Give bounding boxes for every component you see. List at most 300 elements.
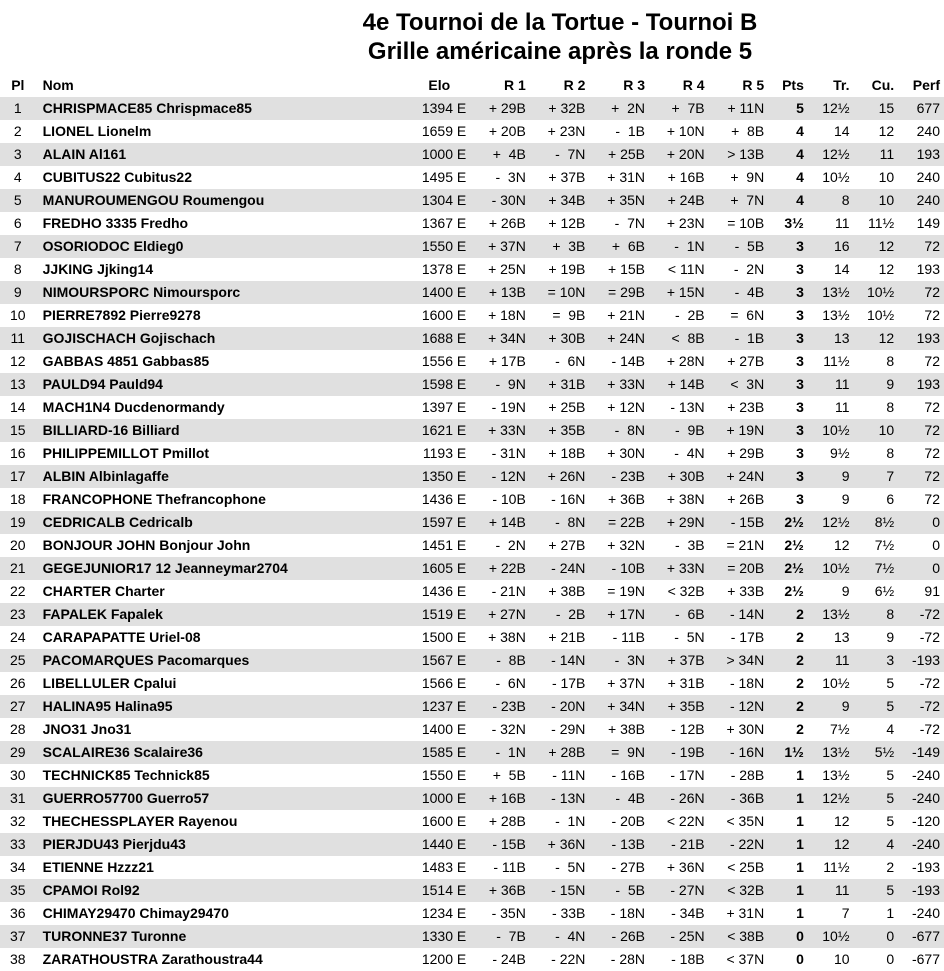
cell-elo: 1193 E (422, 445, 467, 461)
table-header-row (0, 74, 944, 97)
cell-tiebreak-tr: 10 (833, 951, 850, 967)
cell-points: 2 (764, 603, 804, 626)
cell-round-2: + 28B (526, 741, 586, 764)
cell-points: 0 (764, 925, 804, 948)
col-header-perf: Perf (912, 77, 940, 93)
cell-elo: 1688 E (412, 327, 466, 350)
cell-performance: 193 (894, 327, 944, 350)
cell-player-name: CPAMOI Rol92 (36, 879, 413, 902)
cell-elo: 1350 E (412, 465, 466, 488)
cell-round-4: - 5N (674, 629, 705, 645)
cell-round-1: + 17B (488, 353, 526, 369)
cell-round-1: - 35N (491, 905, 526, 921)
cell-elo: 1566 E (421, 675, 467, 691)
cell-performance: 0 (894, 511, 944, 534)
cell-round-5: + 29B (727, 445, 765, 461)
cell-round-2: + 26N (526, 465, 586, 488)
cell-elo: 1556 E (421, 353, 467, 369)
cell-points: 1 (764, 787, 804, 810)
cell-place: 26 (10, 675, 26, 691)
table-row (0, 787, 944, 810)
cell-round-4: + 36N (666, 859, 705, 875)
col-header-pts: Pts (782, 77, 804, 93)
cell-place: 18 (10, 491, 26, 507)
cell-elo: 1367 E (421, 215, 467, 231)
cell-elo: 1400 E (412, 281, 466, 304)
cell-round-1: - 2N (495, 537, 526, 553)
cell-player-name: GUERRO57700 Guerro57 (36, 787, 413, 810)
cell-points: 1½ (764, 741, 804, 764)
cell-place: 16 (10, 445, 26, 461)
cell-tiebreak-tr: 9 (804, 695, 850, 718)
cell-player-name: ZARATHOUSTRA Zarathoustra44 (42, 951, 263, 967)
cell-tiebreak-cu: 7 (850, 465, 895, 488)
cell-round-4: + 14B (645, 373, 705, 396)
cell-player-name: SCALAIRE36 Scalaire36 (36, 741, 413, 764)
cell-points: 3 (796, 307, 804, 323)
cell-player-name: HALINA95 Halina95 (36, 695, 413, 718)
cell-points: 4 (764, 189, 804, 212)
cell-points: 5 (764, 97, 804, 120)
cell-place: 31 (0, 787, 36, 810)
cell-elo: 1000 E (412, 143, 466, 166)
cell-round-3: + 25B (585, 143, 645, 166)
cell-tiebreak-tr: 9½ (830, 445, 850, 461)
cell-place: 17 (0, 465, 36, 488)
cell-tiebreak-tr: 12 (833, 537, 850, 553)
cell-round-2: = 9B (552, 307, 586, 323)
table-row (0, 925, 944, 948)
table-row (0, 879, 944, 902)
cell-round-5: > 13B (705, 143, 765, 166)
cell-player-name: FREDHO 3335 Fredho (42, 215, 189, 231)
cell-elo: 1237 E (412, 695, 466, 718)
cell-round-2: = 10N (526, 281, 586, 304)
table-row (0, 626, 944, 649)
cell-round-1: - 1N (466, 741, 526, 764)
cell-player-name: BILLIARD-16 Billiard (36, 419, 413, 442)
cell-round-3: + 24N (585, 327, 645, 350)
cell-place: 25 (0, 649, 36, 672)
cell-round-3: - 7N (614, 215, 645, 231)
cell-tiebreak-cu: 1 (886, 905, 895, 921)
cell-place: 5 (0, 189, 36, 212)
cell-round-3: + 36B (608, 491, 645, 507)
table-row (0, 649, 944, 672)
cell-round-5: - 15B (705, 511, 765, 534)
cell-performance: -72 (919, 629, 940, 645)
cell-round-3: - 20B (611, 813, 645, 829)
cell-elo: 1597 E (412, 511, 466, 534)
cell-performance: 72 (924, 307, 940, 323)
cell-tiebreak-tr: 11½ (823, 353, 850, 369)
cell-round-2: - 13N (526, 787, 586, 810)
cell-round-2: - 2B (526, 603, 586, 626)
table-row (0, 511, 944, 534)
table-row (0, 580, 944, 603)
cell-round-1: - 9N (466, 373, 526, 396)
cell-player-name: TECHNICK85 Technick85 (42, 767, 210, 783)
cell-round-2: - 11N (552, 767, 586, 783)
cell-performance: 72 (894, 281, 944, 304)
cell-tiebreak-cu: 10 (878, 169, 895, 185)
table-row (0, 534, 944, 557)
cell-tiebreak-cu: 9 (850, 373, 895, 396)
cell-round-5: + 9N (730, 169, 765, 185)
cell-round-2: - 17B (551, 675, 586, 691)
cell-round-2: - 5N (555, 859, 586, 875)
cell-round-4: + 30B (645, 465, 705, 488)
cell-round-5: + 30N (726, 721, 765, 737)
cell-round-3: - 23B (585, 465, 645, 488)
cell-elo: 1500 E (421, 629, 467, 645)
cell-points: 4 (796, 123, 804, 139)
cell-tiebreak-tr: 7½ (830, 721, 850, 737)
cell-round-3: - 16B (611, 767, 645, 783)
cell-round-4: + 23N (666, 215, 705, 231)
cell-round-3: - 10B (585, 557, 645, 580)
cell-round-3: + 17N (585, 603, 645, 626)
table-row (0, 327, 944, 350)
cell-tiebreak-cu: 6 (886, 491, 895, 507)
cell-tiebreak-tr: 10½ (804, 557, 850, 580)
cell-tiebreak-tr: 12½ (804, 143, 850, 166)
cell-tiebreak-tr: 11 (834, 399, 850, 415)
cell-tiebreak-cu: 5 (886, 675, 895, 691)
cell-place: 37 (0, 925, 36, 948)
cell-round-2: + 35B (526, 419, 586, 442)
cell-tiebreak-tr: 13½ (804, 741, 850, 764)
cell-round-1: - 19N (491, 399, 526, 415)
cell-round-5: - 36B (705, 787, 765, 810)
cell-elo: 1436 E (421, 491, 467, 507)
cell-round-1: - 30N (466, 189, 526, 212)
cell-place: 8 (13, 261, 22, 277)
cell-round-2: - 16N (551, 491, 586, 507)
table-row (0, 419, 944, 442)
cell-round-2: - 22N (551, 951, 586, 967)
cell-place: 30 (10, 767, 26, 783)
cell-round-4: + 38N (666, 491, 705, 507)
cell-place: 36 (10, 905, 26, 921)
table-row (0, 672, 944, 695)
cell-round-4: + 20N (645, 143, 705, 166)
cell-round-1: + 34N (466, 327, 526, 350)
table-row (0, 373, 944, 396)
cell-tiebreak-tr: 12 (833, 813, 850, 829)
table-row (0, 902, 944, 925)
cell-round-1: + 20B (488, 123, 526, 139)
cell-round-4: - 25N (645, 925, 705, 948)
cell-round-1: - 31N (491, 445, 526, 461)
cell-round-4: + 31B (667, 675, 705, 691)
cell-performance: 0 (932, 537, 940, 553)
cell-performance: 193 (894, 373, 944, 396)
cell-round-1: + 38N (488, 629, 526, 645)
cell-round-5: = 21N (726, 537, 765, 553)
cell-player-name: CHRISPMACE85 Chrispmace85 (36, 97, 413, 120)
cell-round-4: - 1N (645, 235, 705, 258)
cell-round-4: - 12B (671, 721, 705, 737)
cell-round-4: < 8B (645, 327, 705, 350)
cell-round-2: - 7N (526, 143, 586, 166)
table-row (0, 718, 944, 741)
cell-tiebreak-cu: 5 (886, 767, 895, 783)
cell-round-1: - 23B (466, 695, 526, 718)
cell-round-5: < 32B (705, 879, 765, 902)
cell-round-2: + 34B (526, 189, 586, 212)
cell-tiebreak-tr: 12 (804, 833, 850, 856)
cell-round-4: + 28N (666, 353, 705, 369)
cell-performance: 0 (894, 557, 944, 580)
cell-performance: -149 (894, 741, 944, 764)
cell-elo: 1330 E (412, 925, 466, 948)
cell-round-2: - 33B (551, 905, 586, 921)
cell-round-5: + 11N (705, 97, 765, 120)
cell-round-5: + 31N (726, 905, 765, 921)
cell-tiebreak-tr: 13½ (822, 307, 850, 323)
cell-round-5: - 4B (705, 281, 765, 304)
cell-round-2: + 19B (548, 261, 586, 277)
cell-elo: 1600 E (421, 813, 467, 829)
table-row (0, 488, 944, 511)
cell-player-name: BONJOUR JOHN Bonjour John (42, 537, 251, 553)
cell-performance: -72 (894, 695, 944, 718)
cell-round-2: - 15N (526, 879, 586, 902)
cell-round-4: + 10N (666, 123, 705, 139)
standings-body (0, 97, 944, 971)
cell-round-5: - 12N (705, 695, 765, 718)
cell-round-5: + 7N (705, 189, 765, 212)
cell-round-3: - 8N (585, 419, 645, 442)
cell-round-3: + 35N (585, 189, 645, 212)
cell-elo: 1397 E (421, 399, 467, 415)
cell-round-1: + 16B (466, 787, 526, 810)
cell-place: 11 (0, 327, 36, 350)
cell-round-1: + 18N (488, 307, 526, 323)
cell-elo: 1304 E (412, 189, 466, 212)
cell-round-5: + 23B (727, 399, 765, 415)
cell-performance: 149 (916, 215, 940, 231)
cell-place: 19 (0, 511, 36, 534)
cell-tiebreak-tr: 10½ (804, 925, 850, 948)
cell-round-5: < 25B (727, 859, 765, 875)
table-row (0, 833, 944, 856)
cell-round-4: - 26N (645, 787, 705, 810)
cell-round-3: - 11B (612, 629, 645, 645)
cell-tiebreak-cu: 8 (886, 399, 895, 415)
standings-table (0, 74, 944, 971)
cell-place: 32 (10, 813, 26, 829)
cell-round-2: + 25B (548, 399, 586, 415)
cell-tiebreak-cu: 11½ (867, 215, 895, 231)
cell-tiebreak-tr: 13 (804, 327, 850, 350)
table-row (0, 603, 944, 626)
cell-tiebreak-cu: 8 (886, 353, 895, 369)
cell-player-name: LIBELLULER Cpalui (42, 675, 177, 691)
cell-round-5: < 38B (705, 925, 765, 948)
table-row (0, 212, 944, 235)
table-row (0, 465, 944, 488)
cell-round-1: - 32N (491, 721, 526, 737)
cell-performance: -120 (911, 813, 940, 829)
cell-round-2: - 6N (555, 353, 586, 369)
col-header-pl: Pl (11, 77, 25, 93)
cell-tiebreak-cu: 4 (886, 721, 895, 737)
cell-round-5: - 2N (733, 261, 765, 277)
table-row (0, 166, 944, 189)
cell-tiebreak-tr: 11 (804, 373, 850, 396)
cell-round-2: + 23N (547, 123, 586, 139)
cell-round-5: + 19N (705, 419, 765, 442)
cell-round-2: - 24N (526, 557, 586, 580)
cell-round-4: + 15N (645, 281, 705, 304)
cell-place: 35 (0, 879, 36, 902)
cell-player-name: OSORIODOC Eldieg0 (36, 235, 413, 258)
cell-points: 1 (796, 813, 804, 829)
cell-tiebreak-cu: 15 (850, 97, 895, 120)
col-header-nom: Nom (42, 77, 74, 93)
cell-points: 2 (764, 649, 804, 672)
cell-tiebreak-cu: 12 (878, 261, 895, 277)
cell-player-name: LIONEL Lionelm (42, 123, 152, 139)
cell-performance: 72 (924, 353, 940, 369)
cell-elo: 1550 E (412, 235, 466, 258)
table-row (0, 856, 944, 879)
cell-round-2: - 29N (551, 721, 586, 737)
cell-elo: 1659 E (421, 123, 467, 139)
cell-place: 22 (10, 583, 26, 599)
cell-round-3: - 13B (585, 833, 645, 856)
cell-place: 3 (0, 143, 36, 166)
cell-tiebreak-tr: 10½ (822, 169, 850, 185)
cell-tiebreak-tr: 9 (804, 465, 850, 488)
cell-tiebreak-cu: 7½ (850, 557, 895, 580)
cell-round-2: + 37B (548, 169, 586, 185)
cell-round-4: + 37B (645, 649, 705, 672)
cell-round-4: + 24B (645, 189, 705, 212)
table-row (0, 304, 944, 327)
cell-player-name: FAPALEK Fapalek (36, 603, 413, 626)
cell-round-3: - 18N (610, 905, 645, 921)
col-header-r1: R 1 (504, 77, 526, 93)
cell-round-1: + 13B (466, 281, 526, 304)
cell-round-5: + 8B (731, 123, 765, 139)
table-row (0, 258, 944, 281)
table-row (0, 810, 944, 833)
cell-round-3: + 37N (607, 675, 645, 691)
cell-round-2: + 30B (526, 327, 586, 350)
cell-place: 2 (13, 123, 22, 139)
cell-round-5: + 27B (727, 353, 765, 369)
cell-tiebreak-cu: 8 (850, 603, 895, 626)
cell-player-name: TURONNE37 Turonne (36, 925, 413, 948)
cell-tiebreak-cu: 10 (850, 419, 895, 442)
cell-points: 2 (796, 675, 804, 691)
cell-player-name: PACOMARQUES Pacomarques (36, 649, 413, 672)
table-row (0, 350, 944, 373)
cell-elo: 1621 E (412, 419, 466, 442)
cell-place: 20 (10, 537, 26, 553)
col-header-r3: R 3 (623, 77, 645, 93)
cell-tiebreak-cu: 8 (886, 445, 895, 461)
cell-elo: 1514 E (412, 879, 466, 902)
cell-round-1: - 12N (466, 465, 526, 488)
cell-round-4: - 4N (674, 445, 705, 461)
cell-round-3: - 3N (585, 649, 645, 672)
col-header-elo: Elo (428, 77, 451, 93)
table-row (0, 442, 944, 465)
cell-round-3: = 9N (585, 741, 645, 764)
cell-place: 34 (10, 859, 26, 875)
cell-points: 4 (764, 143, 804, 166)
cell-place: 9 (0, 281, 36, 304)
cell-round-5: = 10B (727, 215, 765, 231)
cell-tiebreak-cu: 5 (850, 879, 895, 902)
cell-tiebreak-tr: 13½ (804, 281, 850, 304)
cell-round-4: < 22N (666, 813, 705, 829)
col-header-cu: Cu. (871, 77, 895, 93)
cell-points: 2½ (784, 583, 804, 599)
cell-points: 3 (764, 327, 804, 350)
cell-round-1: - 8B (466, 649, 526, 672)
cell-round-4: - 9B (645, 419, 705, 442)
cell-elo: 1605 E (412, 557, 466, 580)
cell-place: 1 (0, 97, 36, 120)
cell-round-2: + 3B (526, 235, 586, 258)
table-row (0, 695, 944, 718)
cell-round-1: - 24B (492, 951, 526, 967)
cell-round-1: + 25N (488, 261, 526, 277)
cell-round-2: + 18B (548, 445, 586, 461)
cell-round-3: - 26B (585, 925, 645, 948)
cell-tiebreak-tr: 9 (841, 583, 850, 599)
cell-tiebreak-cu: 11 (850, 143, 895, 166)
cell-round-4: + 33N (645, 557, 705, 580)
cell-round-4: < 11N (667, 261, 705, 277)
cell-round-4: + 35B (645, 695, 705, 718)
cell-round-5: < 35N (726, 813, 765, 829)
cell-performance: -677 (894, 925, 944, 948)
cell-tiebreak-tr: 12½ (804, 787, 850, 810)
cell-tiebreak-cu: 3 (850, 649, 895, 672)
cell-tiebreak-cu: 8½ (850, 511, 895, 534)
cell-tiebreak-tr: 7 (841, 905, 850, 921)
cell-round-4: - 13N (670, 399, 705, 415)
cell-performance: 72 (924, 491, 940, 507)
cell-place: 15 (0, 419, 36, 442)
cell-tiebreak-tr: 14 (833, 261, 850, 277)
cell-round-5: + 24N (705, 465, 765, 488)
cell-round-3: + 38B (608, 721, 645, 737)
col-header-r5: R 5 (742, 77, 765, 93)
cell-round-1: + 26B (488, 215, 526, 231)
cell-round-1: + 29B (466, 97, 526, 120)
cell-tiebreak-tr: 13 (833, 629, 850, 645)
cell-elo: 1436 E (421, 583, 467, 599)
cell-points: 2½ (764, 557, 804, 580)
cell-round-3: + 33N (585, 373, 645, 396)
cell-round-3: - 4B (585, 787, 645, 810)
cell-tiebreak-tr: 13½ (804, 603, 850, 626)
cell-round-1: + 33N (466, 419, 526, 442)
cell-round-3: - 14B (611, 353, 645, 369)
table-row (0, 557, 944, 580)
cell-player-name: PHILIPPEMILLOT Pmillot (42, 445, 210, 461)
cell-performance: 193 (894, 143, 944, 166)
cell-performance: -72 (919, 721, 940, 737)
cell-performance: 72 (924, 399, 940, 415)
